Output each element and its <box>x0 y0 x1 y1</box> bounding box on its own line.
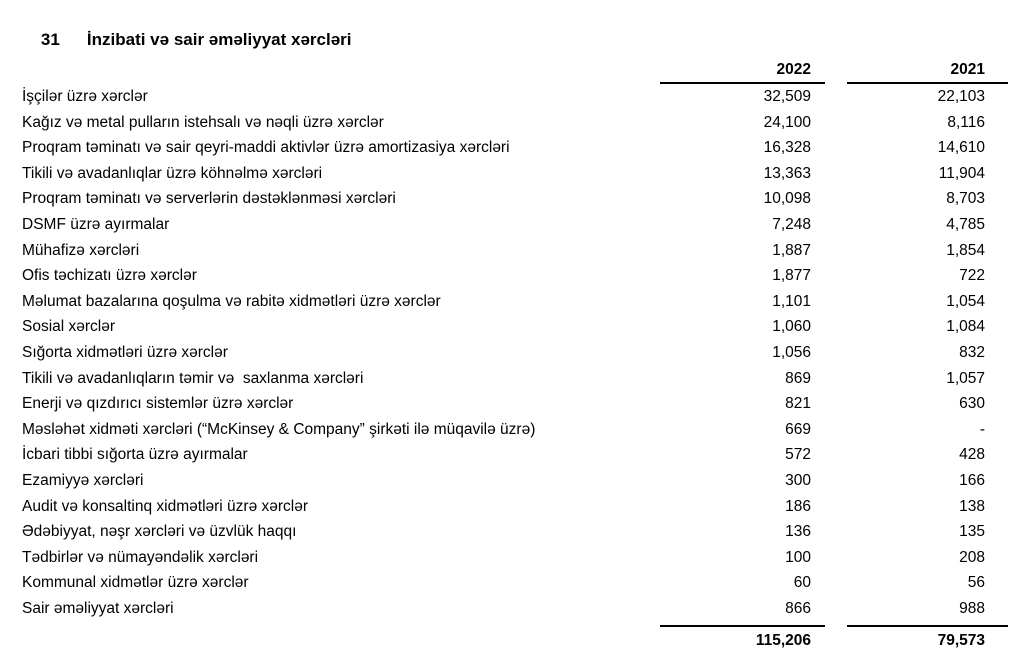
column-header-2021: 2021 <box>847 58 1008 84</box>
row-value-2022: 300 <box>785 471 811 489</box>
row-label: Kağız və metal pulların istehsalı və nəqli üzrə xərclər <box>22 113 384 131</box>
column-gap <box>825 340 847 366</box>
column-gap <box>825 545 847 571</box>
row-value-2022: 186 <box>785 497 811 515</box>
row-value-2022: 13,363 <box>763 164 811 182</box>
column-gap <box>825 570 847 596</box>
row-label: İcbari tibbi sığorta üzrə ayırmalar <box>22 446 248 464</box>
row-value-2022: 1,887 <box>772 241 811 259</box>
row-value-2021: 8,703 <box>946 190 985 208</box>
row-value-2021: 138 <box>959 497 985 515</box>
row-label: Audit və konsaltinq xidmətləri üzrə xərclər <box>22 497 309 515</box>
row-value-2022: 32,509 <box>763 88 811 105</box>
total-value-2022: 115,206 <box>660 625 825 653</box>
section-number: 31 <box>40 30 60 49</box>
column-gap <box>825 494 847 520</box>
column-gap <box>825 468 847 494</box>
row-value-2022: 10,098 <box>763 190 811 208</box>
row-value-2021: 722 <box>959 267 985 285</box>
table-row <box>0 570 1010 596</box>
table-row <box>0 212 1010 238</box>
row-value-2021: 56 <box>967 574 985 592</box>
row-value-2021: 1,054 <box>946 292 985 310</box>
row-value-2021: 14,610 <box>937 139 985 157</box>
column-gap <box>825 135 847 161</box>
row-value-2021: 135 <box>959 523 985 541</box>
table-row <box>0 110 1010 136</box>
row-label: Enerji və qızdırıcı sistemlər üzrə xərclər <box>22 395 294 413</box>
row-value-2021: 208 <box>959 548 985 566</box>
column-gap <box>825 58 847 84</box>
row-value-2021: 1,057 <box>946 369 985 387</box>
table-row <box>0 84 1010 110</box>
column-gap <box>825 238 847 264</box>
table-header-row <box>0 58 1010 84</box>
table-total-row <box>0 625 1010 653</box>
table-row <box>0 417 1010 443</box>
table-row <box>0 545 1010 571</box>
row-label: Tədbirlər və nümayəndəlik xərcləri <box>22 548 259 566</box>
row-value-2022: 669 <box>785 420 811 438</box>
row-value-2021: 4,785 <box>946 215 985 233</box>
row-value-2022: 100 <box>785 548 811 566</box>
table-row <box>0 135 1010 161</box>
column-gap <box>825 519 847 545</box>
row-label: Tikili və avadanlıqlar üzrə köhnəlmə xərcləri <box>22 164 323 182</box>
column-gap <box>825 391 847 417</box>
row-label: DSMF üzrə ayırmalar <box>22 215 170 233</box>
row-value-2022: 60 <box>793 574 811 592</box>
column-gap <box>825 314 847 340</box>
row-value-2022: 572 <box>785 446 811 464</box>
table-row <box>0 366 1010 392</box>
table-row <box>0 468 1010 494</box>
row-value-2021: 11,904 <box>938 164 985 182</box>
row-value-2021: 22,103 <box>937 88 985 105</box>
row-value-2022: 136 <box>785 523 811 541</box>
row-label: Ədəbiyyat, nəşr xərcləri və üzvlük haqqı <box>22 523 297 541</box>
column-gap <box>825 289 847 315</box>
row-value-2021: 166 <box>959 471 985 489</box>
table-row <box>0 442 1010 468</box>
row-label: Məlumat bazalarına qoşulma və rabitə xidmətləri üzrə xərclər <box>22 292 441 310</box>
header-spacer <box>0 58 660 84</box>
row-value-2021: 428 <box>959 446 985 464</box>
row-value-2022: 24,100 <box>763 113 811 131</box>
table-row <box>0 340 1010 366</box>
column-gap <box>825 212 847 238</box>
row-value-2021: 630 <box>959 395 985 413</box>
column-gap <box>825 366 847 392</box>
column-gap <box>825 596 847 622</box>
column-gap <box>825 161 847 187</box>
total-label-spacer <box>0 625 660 653</box>
table-row <box>0 494 1010 520</box>
row-value-2021: 8,116 <box>947 113 985 131</box>
table-row <box>0 238 1010 264</box>
row-value-2021: - <box>979 420 985 438</box>
row-label: Sair əməliyyat xərcləri <box>22 599 174 617</box>
column-gap <box>825 186 847 212</box>
table-row <box>0 314 1010 340</box>
row-label: Kommunal xidmətlər üzrə xərclər <box>22 574 249 592</box>
table-row <box>0 596 1010 622</box>
column-gap <box>825 263 847 289</box>
row-value-2021: 1,084 <box>946 318 985 336</box>
row-label: Ofis təchizatı üzrə xərclər <box>22 267 197 285</box>
row-value-2021: 1,854 <box>946 241 985 259</box>
column-gap <box>825 442 847 468</box>
row-value-2022: 866 <box>785 599 811 617</box>
row-value-2022: 821 <box>785 395 811 413</box>
column-gap <box>825 110 847 136</box>
expenses-table <box>0 58 1010 653</box>
row-label: Ezamiyyə xərcləri <box>22 471 144 489</box>
row-value-2022: 16,328 <box>763 139 811 157</box>
table-row <box>0 161 1010 187</box>
row-label: Mühafizə xərcləri <box>22 241 140 259</box>
table-row <box>0 186 1010 212</box>
row-label: Sosial xərclər <box>22 318 116 336</box>
row-label: İşçilər üzrə xərclər <box>22 88 148 105</box>
row-value-2022: 7,248 <box>772 215 811 233</box>
row-label: Sığorta xidmətləri üzrə xərclər <box>22 343 228 361</box>
row-label: Proqram təminatı və serverlərin dəstəklənməsi xərcləri <box>22 190 396 208</box>
total-value-2021: 79,573 <box>847 625 1008 653</box>
table-row <box>0 391 1010 417</box>
row-value-2021: 832 <box>959 343 985 361</box>
table-body <box>0 84 1010 621</box>
row-value-2022: 869 <box>785 369 811 387</box>
row-label: Tikili və avadanlıqların təmir və saxlanma xərcləri <box>22 369 364 387</box>
row-value-2022: 1,877 <box>772 267 811 285</box>
column-gap <box>825 417 847 443</box>
column-gap <box>825 625 847 653</box>
row-value-2022: 1,101 <box>772 292 811 310</box>
section-title-text: İnzibati və sair əməliyyat xərcləri <box>86 30 352 49</box>
row-label: Proqram təminatı və sair qeyri-maddi aktivlər üzrə amortizasiya xərcləri <box>22 139 510 157</box>
table-row <box>0 519 1010 545</box>
table-row <box>0 263 1010 289</box>
table-row <box>0 289 1010 315</box>
column-header-2022: 2022 <box>660 58 825 84</box>
column-gap <box>825 84 847 110</box>
row-value-2021: 988 <box>959 599 985 617</box>
row-value-2022: 1,060 <box>772 318 811 336</box>
row-value-2022: 1,056 <box>772 343 811 361</box>
row-label: Məsləhət xidməti xərcləri (“McKinsey & Company” şirkəti ilə müqavilə üzrə) <box>22 420 536 438</box>
